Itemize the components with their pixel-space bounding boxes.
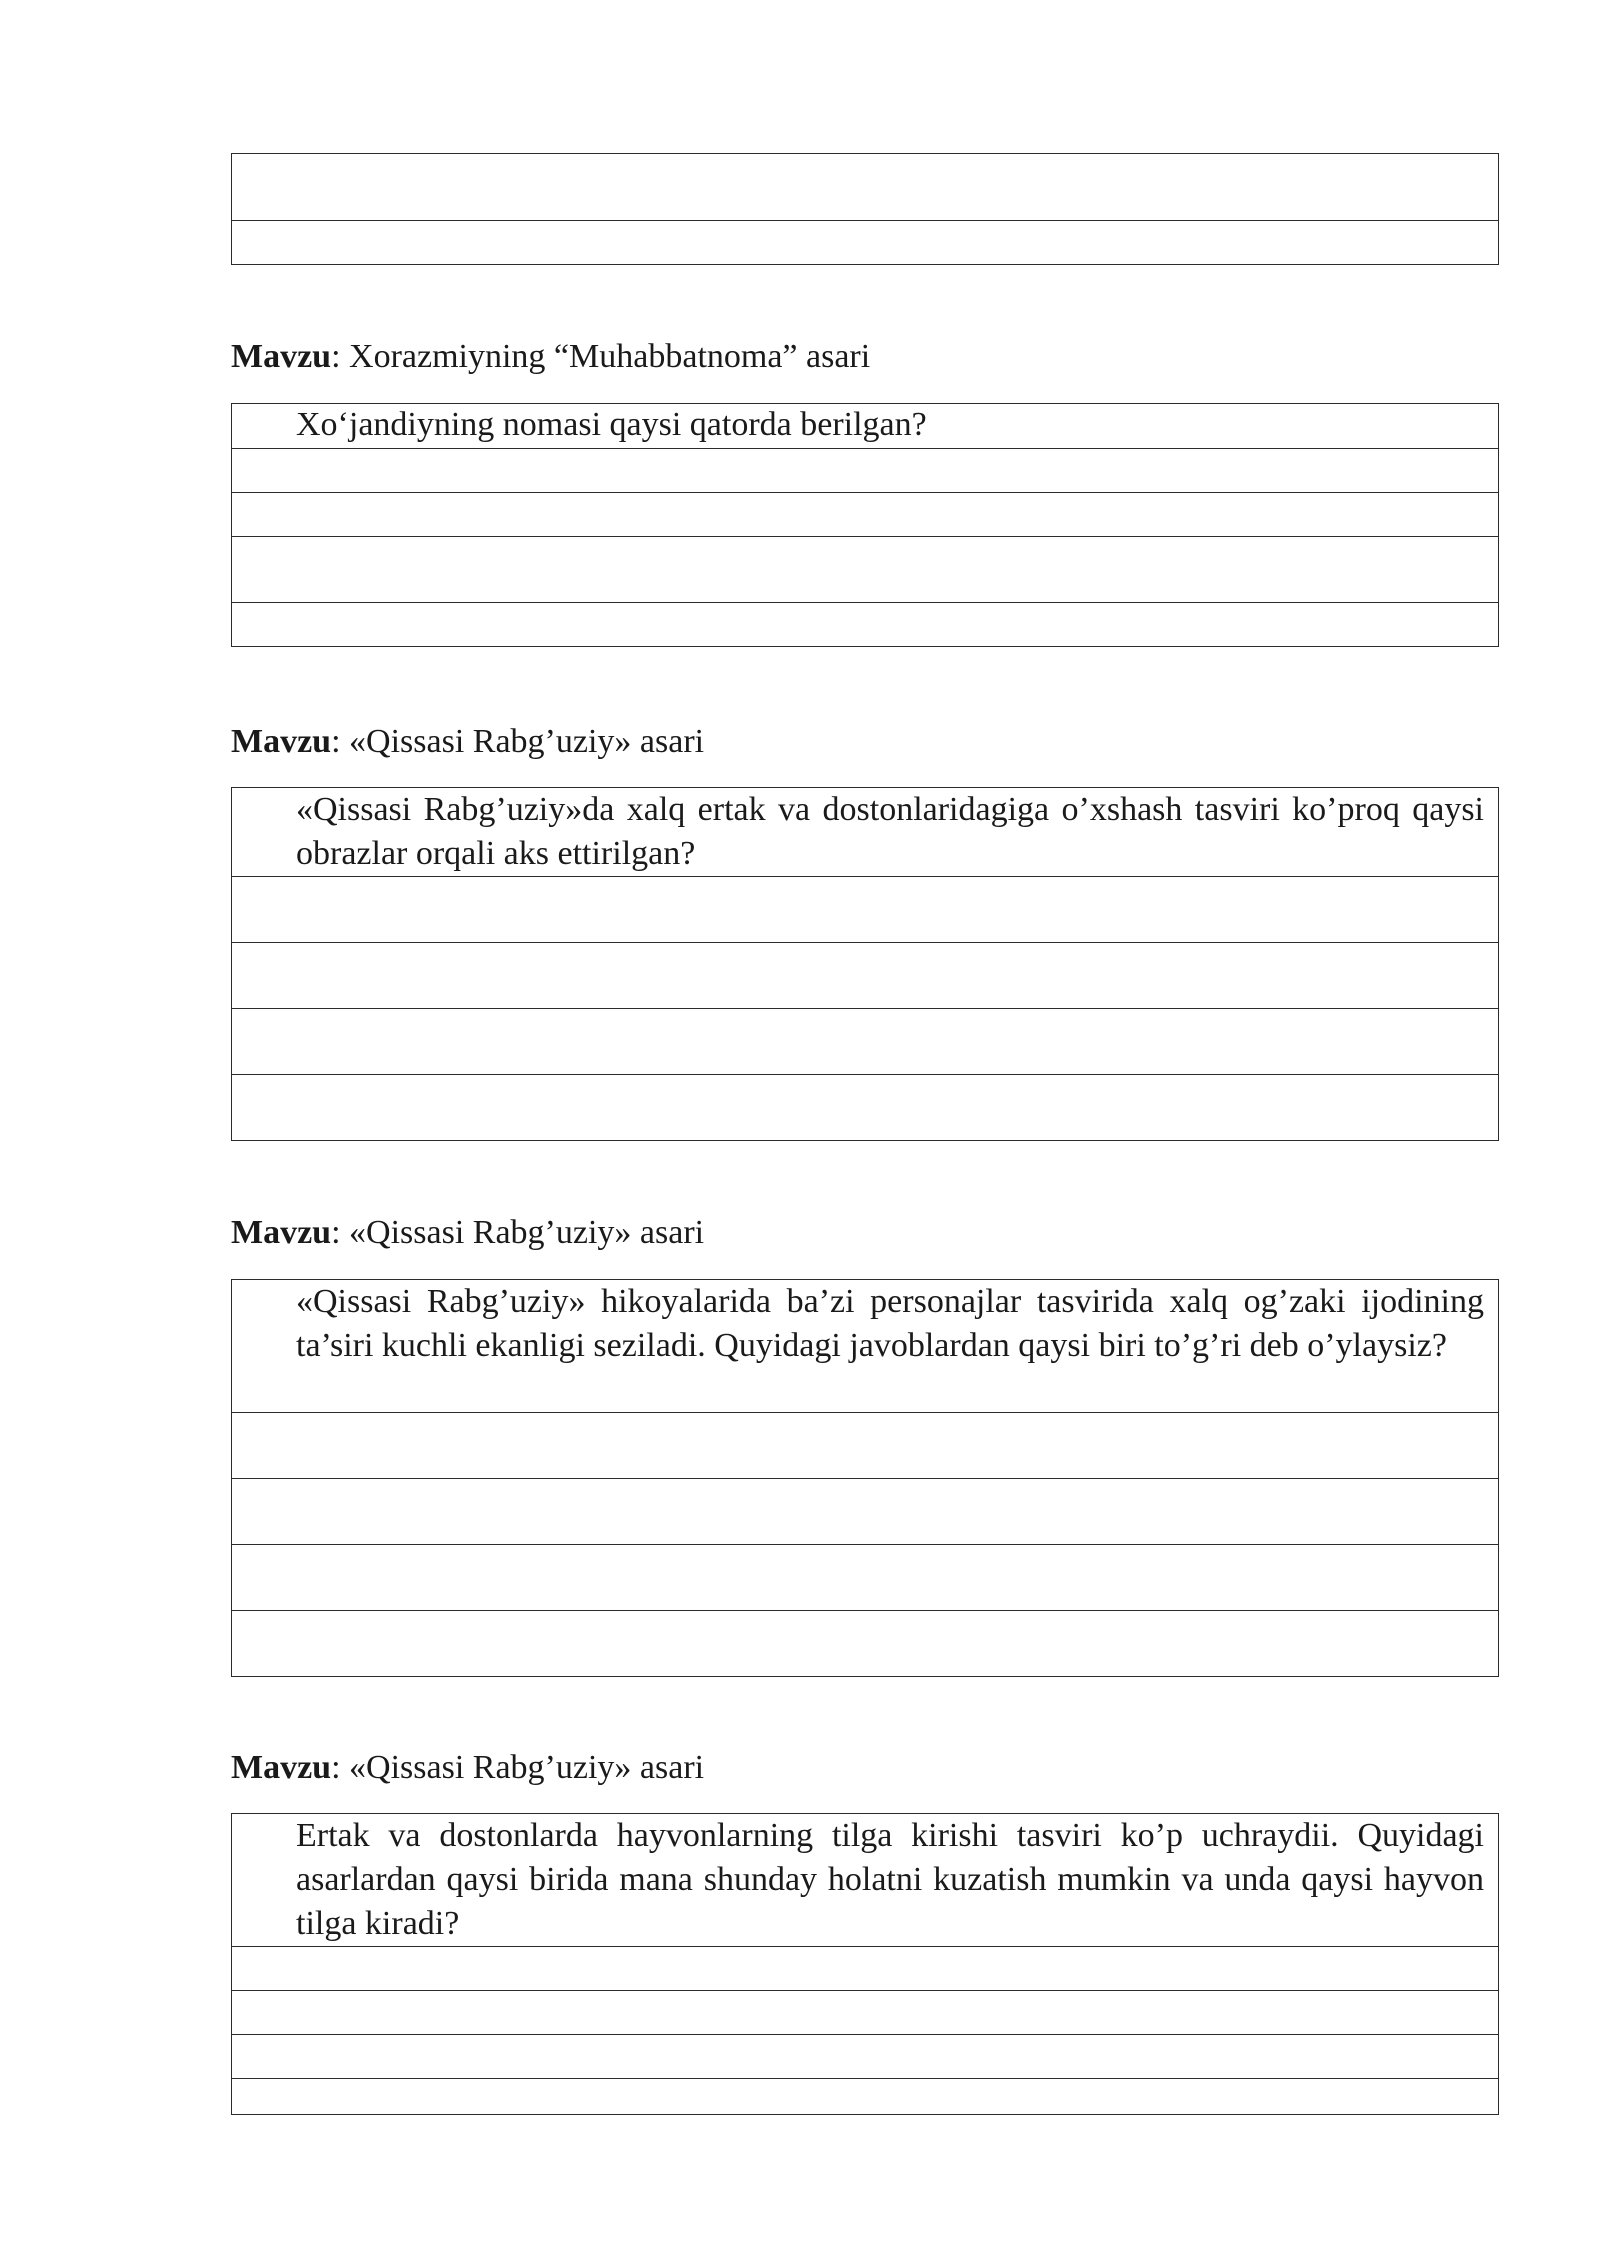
question-table xyxy=(231,1813,1499,2115)
answer-row[interactable] xyxy=(232,536,1498,602)
answer-row[interactable] xyxy=(232,942,1498,1008)
heading-text: : «Qissasi Rabg’uziy» asari xyxy=(331,723,705,760)
section-heading xyxy=(231,1211,704,1255)
question-row: Xo‘jandiyning nomasi qaysi qatorda berilgan? xyxy=(296,406,927,443)
answer-row[interactable] xyxy=(232,2078,1498,2114)
heading-label: Mavzu xyxy=(231,723,332,760)
answer-row[interactable] xyxy=(232,492,1498,536)
heading-text: : «Qissasi Rabg’uziy» asari xyxy=(331,1749,705,1786)
answer-row[interactable] xyxy=(232,1946,1498,1990)
question-table xyxy=(231,403,1499,647)
answer-row[interactable] xyxy=(232,1478,1498,1544)
question-row: «Qissasi Rabg’uziy» hikoyalarida ba’zi personajlar tasvirida xalq og’zaki ijodining ta’siri kuchli ekanligi seziladi. Quyidagi javoblardan qaysi biri to’g’ri deb o’ylaysiz? xyxy=(296,1283,1484,1364)
section-heading xyxy=(231,335,870,379)
question-row: «Qissasi Rabg’uziy»da xalq ertak va dostonlaridagiga o’xshash tasviri ko’proq qaysi obrazlar orqali aks ettirilgan? xyxy=(296,791,1484,872)
answer-row[interactable] xyxy=(232,1610,1498,1676)
question-row: Ertak va dostonlarda hayvonlarning tilga kirishi tasviri ko’p uchraydii. Quyidagi asarlardan qaysi birida mana shunday holatni kuzatish mumkin va unda qaysi hayvon tilga kiradi? xyxy=(296,1817,1484,1942)
section-heading xyxy=(231,720,704,764)
answer-row[interactable] xyxy=(232,1544,1498,1610)
answer-row[interactable] xyxy=(232,1008,1498,1074)
answer-row[interactable] xyxy=(232,602,1498,646)
answer-row[interactable] xyxy=(232,1990,1498,2034)
heading-label: Mavzu xyxy=(231,338,332,375)
heading-label: Mavzu xyxy=(231,1749,332,1786)
heading-text: : Xorazmiyning “Muhabbatnoma” asari xyxy=(331,338,871,375)
heading-label: Mavzu xyxy=(231,1214,332,1251)
answer-row[interactable] xyxy=(232,154,1498,220)
section-heading xyxy=(231,1746,704,1790)
answer-row[interactable] xyxy=(232,2034,1498,2078)
answer-row[interactable] xyxy=(232,1074,1498,1140)
question-table xyxy=(231,787,1499,1141)
answer-row[interactable] xyxy=(232,876,1498,942)
answer-row[interactable] xyxy=(232,220,1498,264)
question-table xyxy=(231,1279,1499,1677)
continued-answer-table xyxy=(231,153,1499,265)
answer-row[interactable] xyxy=(232,1412,1498,1478)
answer-row[interactable] xyxy=(232,448,1498,492)
heading-text: : «Qissasi Rabg’uziy» asari xyxy=(331,1214,705,1251)
